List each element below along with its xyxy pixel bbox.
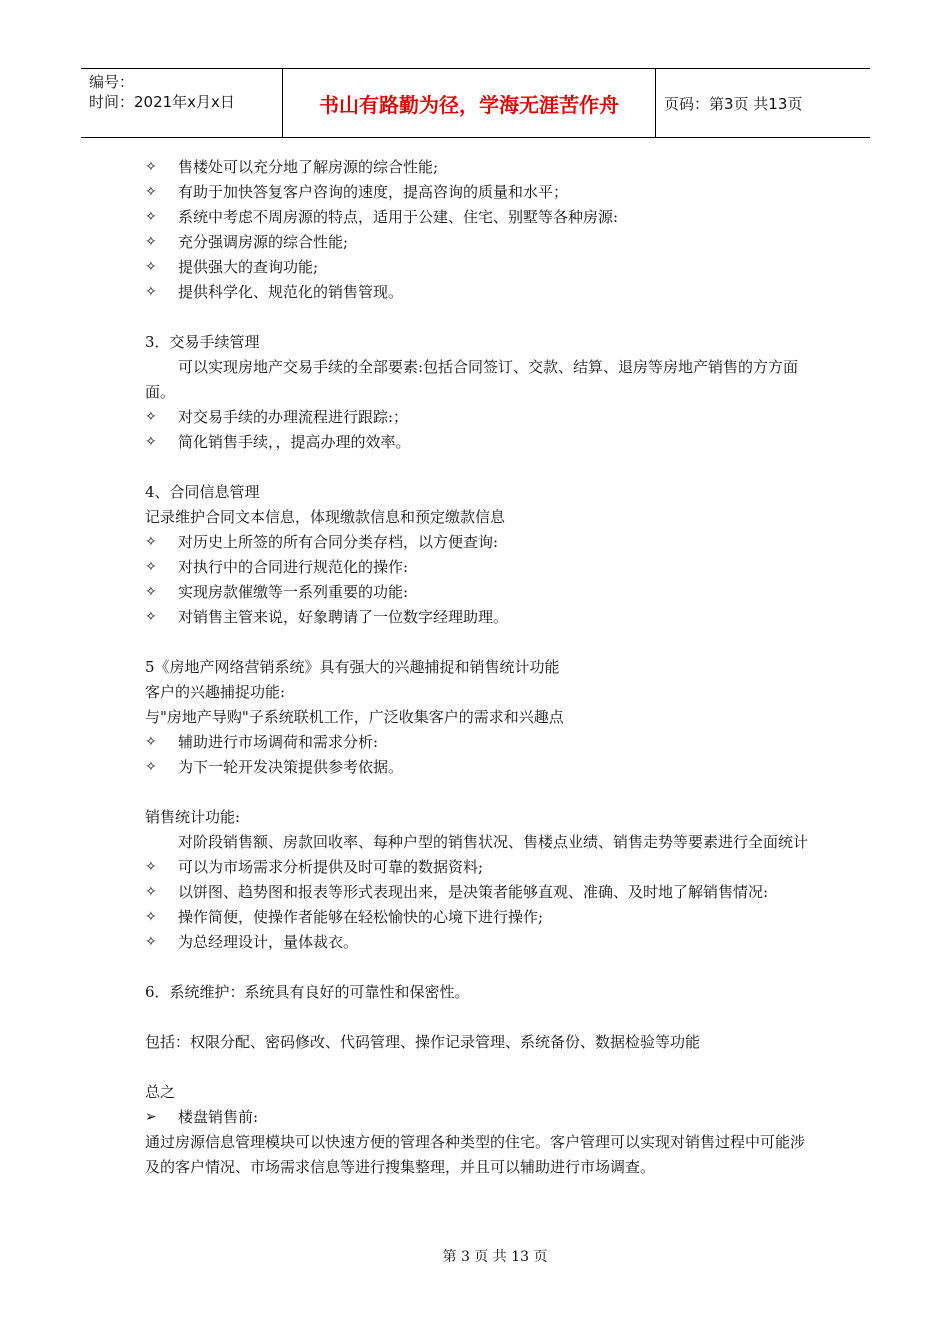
summary-title: 总之	[145, 1083, 176, 1101]
summary-paragraph: 通过房源信息管理模块可以快速方便的管理各种类型的住宅。客户管理可以实现对销售过程中可能涉及的客户情况、市场需求信息等进行搜集整理，并且可以辅助进行市场调查。	[145, 1133, 806, 1176]
section-4-paragraph: 记录维护合同文本信息，体现缴款信息和预定缴款信息	[145, 508, 506, 526]
diamond-bullet-icon: ✧	[145, 284, 157, 300]
diamond-bullet-icon: ✧	[145, 909, 157, 925]
number-label: 编号：	[89, 73, 135, 91]
section-6-title: 6．系统维护：系统具有良好的可靠性和保密性。	[145, 983, 470, 1001]
list-item: ✧ 为下一轮开发决策提供参考依据。	[145, 755, 810, 780]
list-item: ✧ 提供科学化、规范化的销售管现。	[145, 280, 810, 305]
arrow-bullet-icon: ➢	[145, 1109, 157, 1125]
diamond-bullet-icon: ✧	[145, 209, 157, 225]
section-5-subtitle-interest: 客户的兴趣捕捉功能:	[145, 683, 286, 701]
list-item: ✧ 实现房款催缴等一系列重要的功能:	[145, 580, 810, 605]
diamond-bullet-icon: ✧	[145, 409, 157, 425]
header-meta	[81, 69, 283, 137]
diamond-bullet-icon: ✧	[145, 759, 157, 775]
section-5-title: 5《房地产网络营销系统》具有强大的兴趣捕捉和销售统计功能	[145, 658, 560, 676]
diamond-bullet-icon: ✧	[145, 434, 157, 450]
list-item: ✧ 可以为市场需求分析提供及时可靠的数据资料;	[145, 855, 810, 880]
section-6-includes: 包括：权限分配、密码修改、代码管理、操作记录管理、系统备份、数据检验等功能	[145, 1033, 701, 1051]
diamond-bullet-icon: ✧	[145, 234, 157, 250]
list-item: ✧ 操作简便，使操作者能够在轻松愉快的心境下进行操作;	[145, 905, 810, 930]
diamond-bullet-icon: ✧	[145, 559, 157, 575]
diamond-bullet-icon: ✧	[145, 534, 157, 550]
section-5-interest-desc: 与"房地产导购"子系统联机工作，广泛收集客户的需求和兴趣点	[145, 708, 564, 726]
diamond-bullet-icon: ✧	[145, 934, 157, 950]
section-4-title: 4、合同信息管理	[145, 483, 260, 501]
diamond-bullet-icon: ✧	[145, 859, 157, 875]
document-header	[81, 68, 870, 138]
section-3-title: 3．交易手续管理	[145, 333, 260, 351]
header-motto: 书山有路勤为径，学海无涯苦作舟	[283, 69, 656, 137]
diamond-bullet-icon: ✧	[145, 884, 157, 900]
diamond-bullet-icon: ✧	[145, 584, 157, 600]
diamond-bullet-icon: ✧	[145, 159, 157, 175]
list-item: ✧ 为总经理设计，量体裁衣。	[145, 930, 810, 955]
header-page-info: 页码：第3页 共13页	[664, 94, 803, 113]
list-item: ✧ 对交易手续的办理流程进行跟踪:；	[145, 405, 810, 430]
document-body	[145, 155, 810, 1180]
time-label: 时间：2021年x月x日	[89, 93, 235, 111]
list-item: ✧ 系统中考虑不周房源的特点，适用于公建、住宅、别墅等各种房源:	[145, 205, 810, 230]
section-5-subtitle-stats: 销售统计功能:	[145, 808, 241, 826]
list-item: ✧ 售楼处可以充分地了解房源的综合性能;	[145, 155, 810, 180]
diamond-bullet-icon: ✧	[145, 734, 157, 750]
page-footer: 第 3 页 共 13 页	[442, 1249, 548, 1265]
diamond-bullet-icon: ✧	[145, 259, 157, 275]
section-3-paragraph: 可以实现房地产交易手续的全部要素:包括合同签订、交款、结算、退房等房地产销售的方方面面。	[145, 358, 799, 401]
list-item: ➢ 楼盘销售前:	[145, 1105, 810, 1130]
list-item: ✧ 简化销售手续，，提高办理的效率。	[145, 430, 810, 455]
list-item: ✧ 提供强大的查询功能;	[145, 255, 810, 280]
list-item: ✧ 对执行中的合同进行规范化的操作:	[145, 555, 810, 580]
list-item: ✧ 充分强调房源的综合性能;	[145, 230, 810, 255]
diamond-bullet-icon: ✧	[145, 609, 157, 625]
list-item: ✧ 有助于加快答复客户咨询的速度，提高咨询的质量和水平；	[145, 180, 810, 205]
section-5-stats-paragraph: 对阶段销售额、房款回收率、每种户型的销售状况、售楼点业绩、销售走势等要素进行全面统计	[178, 833, 809, 851]
diamond-bullet-icon: ✧	[145, 184, 157, 200]
list-item: ✧ 对销售主管来说，好象聘请了一位数字经理助理。	[145, 605, 810, 630]
list-item: ✧ 以饼图、趋势图和报表等形式表现出来，是决策者能够直观、准确、及时地了解销售情况:	[145, 880, 810, 905]
list-item: ✧ 对历史上所签的所有合同分类存档，以方便查询:	[145, 530, 810, 555]
list-item: ✧ 辅助进行市场调荷和需求分析:	[145, 730, 810, 755]
